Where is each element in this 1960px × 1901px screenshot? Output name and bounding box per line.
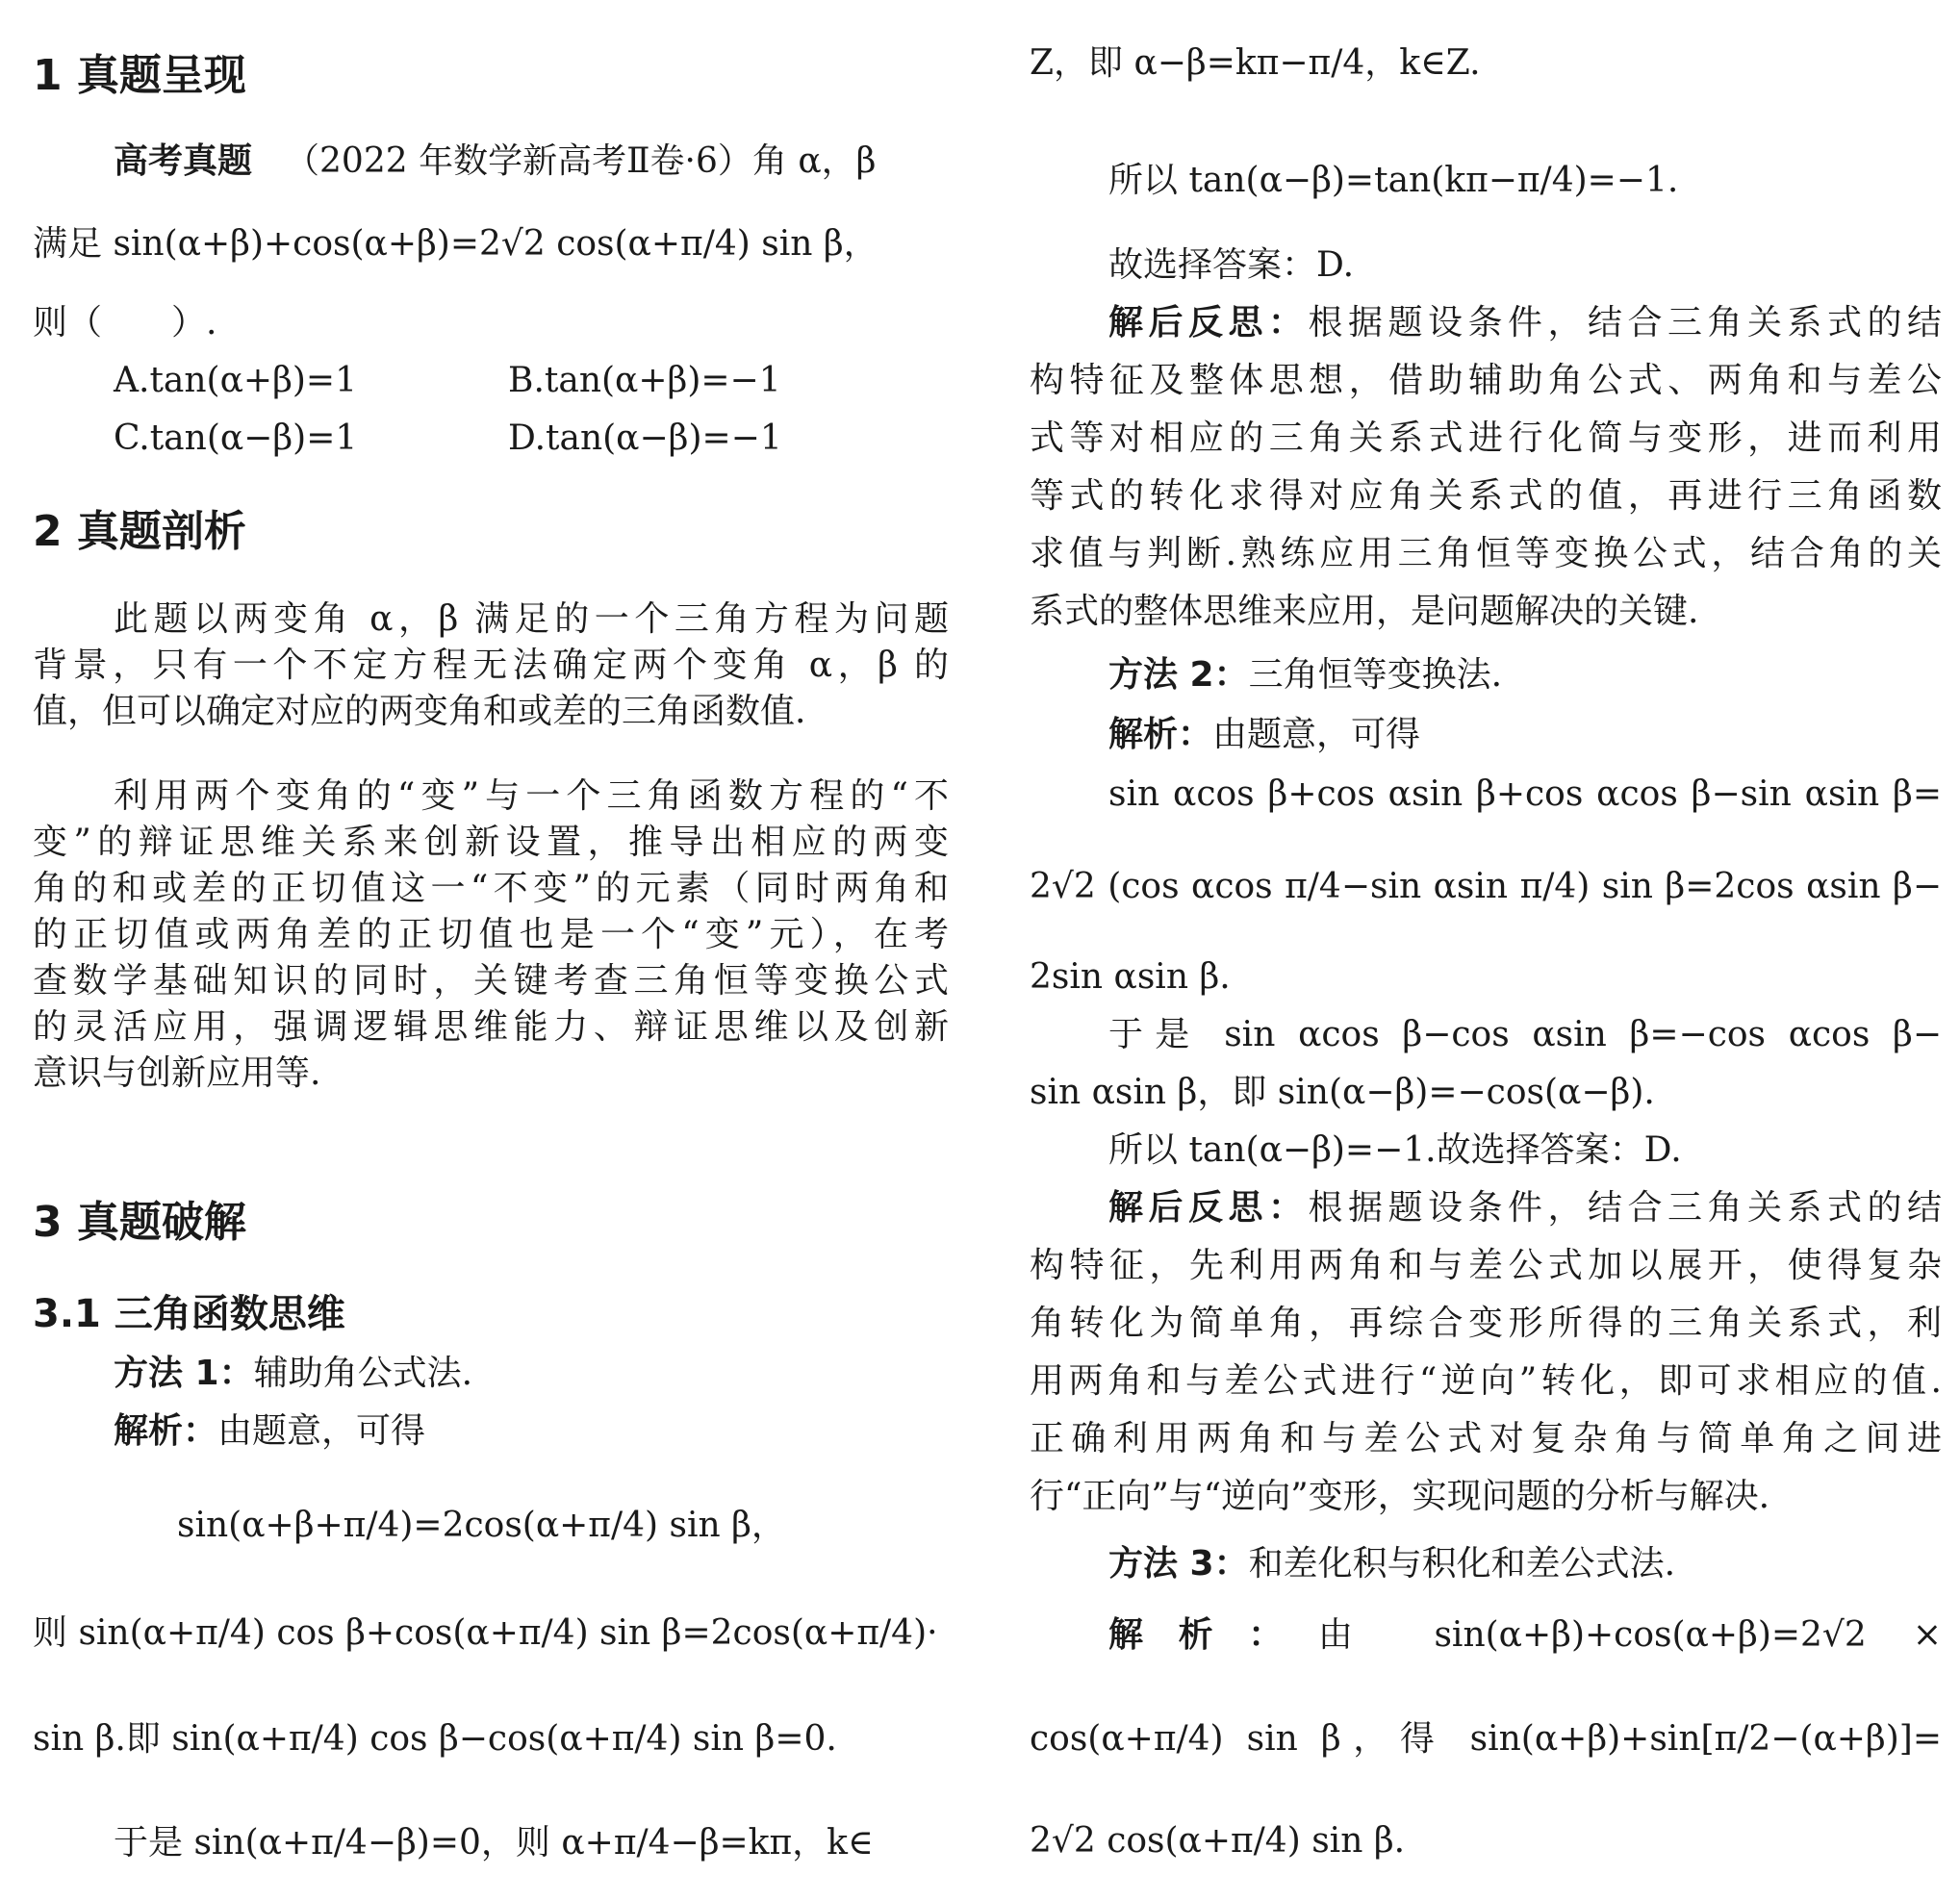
analysis2-text: 的正切值或两角差的正切值也是一个“变”元），在考 — [33, 915, 949, 954]
reflect2-line — [1108, 1179, 1942, 1237]
equation-1: sin(α+β+π/4)=2cos(α+π/4) sin β， — [177, 1506, 786, 1545]
m2-equation-4: 于是 sin αcos β−cos αsin β=−cos αcos β− — [1108, 1015, 1943, 1054]
solution-1-line — [114, 1403, 949, 1460]
analysis1-line — [33, 683, 949, 741]
continuation-line-1: Z，即 α−β=kπ−π/4，k∈Z. — [1030, 43, 1481, 83]
reflect1-line — [1108, 294, 1942, 352]
method-2-label: 方法 2： — [1108, 655, 1249, 695]
reflect2-text: 构特征，先利用两角和与差公式加以展开，使得复杂 — [1030, 1246, 1942, 1285]
reflect1-text: 求值与判断.熟练应用三角恒等变换公式，结合角的关 — [1030, 534, 1942, 573]
method-3-line — [1108, 1535, 1942, 1593]
solution-2-line — [1108, 706, 1942, 764]
reflect1-text: 式等对相应的三角关系式进行化简与变形，进而利用 — [1030, 418, 1942, 458]
solution-2-text: 由题意，可得 — [1212, 715, 1421, 754]
reflect2-line — [1030, 1468, 1942, 1526]
m2-equation-3: 2sin αsin β. — [1030, 957, 1231, 997]
reflect1-text: 系式的整体思维来应用，是问题解决的关键. — [1030, 592, 1699, 631]
subsection-heading-3-1: 3.1 三角函数思维 — [33, 1292, 345, 1336]
equation-3: sin β.即 sin(α+π/4) cos β−cos(α+π/4) sin β=0. — [33, 1719, 837, 1759]
m3-equation-2: cos(α+π/4) sin β，得 sin(α+β)+sin[π/2−(α+β)]= — [1030, 1719, 1942, 1759]
analysis2-line — [33, 1045, 949, 1103]
solution-1-text: 由题意，可得 — [217, 1411, 426, 1451]
analysis2-text: 查数学基础知识的同时，关键考查三角恒等变换公式 — [33, 961, 949, 1001]
solution-3-line — [1108, 1607, 1942, 1664]
method-1-label: 方法 1： — [114, 1354, 254, 1393]
m2-equation-5: sin αsin β，即 sin(α−β)=−cos(α−β). — [1030, 1073, 1655, 1112]
section-heading-3: 3 真题破解 — [33, 1198, 246, 1247]
option-d: D.tan(α−β)=−1 — [508, 418, 782, 458]
reflect2-text: 正确利用两角和与差公式对复杂角与简单角之间进 — [1030, 1419, 1942, 1458]
problem-source: （2022 年数学新高考Ⅱ卷·6）角 α，β — [285, 141, 877, 181]
problem-question: 则（ ）. — [33, 303, 217, 342]
analysis1-text: 此题以两变角 α，β 满足的一个三角方程为问题 — [114, 599, 949, 639]
method-3-text: 和差化积与积化和差公式法. — [1248, 1544, 1676, 1584]
option-b: B.tan(α+β)=−1 — [508, 361, 781, 400]
reflect1-line — [1030, 352, 1942, 410]
option-c: C.tan(α−β)=1 — [114, 418, 358, 458]
problem-equation: 满足 sin(α+β)+cos(α+β)=2√2 cos(α+π/4) sin β， — [33, 224, 878, 264]
continuation-line-3: 故选择答案：D. — [1108, 245, 1355, 285]
method-2-line — [1108, 646, 1942, 704]
reflect2-line — [1030, 1353, 1942, 1410]
reflect2-line — [1030, 1410, 1942, 1468]
reflect1-text: 构特征及整体思想，借助辅助角公式、两角和与差公 — [1030, 361, 1942, 400]
reflect1-text: 根据题设条件，结合三角关系式的结 — [1308, 303, 1942, 342]
analysis2-text: 的灵活应用，强调逻辑思维能力、辩证思维以及创新 — [33, 1007, 949, 1047]
reflect2-text: 角转化为简单角，再综合变形所得的三角关系式，利 — [1030, 1304, 1942, 1343]
reflect1-label: 解后反思： — [1108, 303, 1309, 342]
m2-equation-2: 2√2 (cos αcos π/4−sin αsin π/4) sin β=2cos αsin β− — [1030, 867, 1942, 906]
reflect1-text: 等式的转化求得对应角关系式的值，再进行三角函数 — [1030, 476, 1942, 516]
m2-equation-1: sin αcos β+cos αsin β+cos αcos β−sin αsin β= — [1108, 774, 1942, 814]
reflect2-text: 根据题设条件，结合三角关系式的结 — [1308, 1188, 1942, 1228]
analysis2-text: 变”的辩证思维关系来创新设置，推导出相应的两变 — [33, 823, 949, 862]
problem-intro — [114, 133, 949, 190]
m3-equation-3: 2√2 cos(α+π/4) sin β. — [1030, 1821, 1406, 1861]
continuation-line-2: 所以 tan(α−β)=tan(kπ−π/4)=−1. — [1108, 161, 1679, 200]
method-1-text: 辅助角公式法. — [253, 1354, 473, 1393]
method-2-text: 三角恒等变换法. — [1248, 655, 1503, 695]
reflect1-line — [1030, 525, 1942, 583]
reflect2-text: 行“正向”与“逆向”变形，实现问题的分析与解决. — [1030, 1477, 1770, 1516]
option-a: A.tan(α+β)=1 — [114, 361, 358, 400]
analysis1-text: 值，但可以确定对应的两变角和或差的三角函数值. — [33, 692, 806, 731]
solution-1-label: 解析： — [114, 1411, 218, 1451]
reflect2-label: 解后反思： — [1108, 1188, 1309, 1228]
section-heading-2: 2 真题剖析 — [33, 507, 246, 556]
m2-equation-6: 所以 tan(α−β)=−1.故选择答案：D. — [1108, 1130, 1682, 1170]
reflect1-line — [1030, 468, 1942, 525]
method-3-label: 方法 3： — [1108, 1544, 1249, 1584]
problem-label: 高考真题 — [114, 141, 253, 181]
equation-4: 于是 sin(α+π/4−β)=0，则 α+π/4−β=kπ，k∈ — [114, 1823, 874, 1863]
reflect2-line — [1030, 1237, 1942, 1295]
reflect2-text: 用两角和与差公式进行“逆向”转化，即可求相应的值. — [1030, 1361, 1942, 1401]
analysis2-text: 角的和或差的正切值这一“不变”的元素（同时两角和 — [33, 869, 949, 908]
reflect2-line — [1030, 1295, 1942, 1353]
solution-2-label: 解析： — [1108, 715, 1213, 754]
equation-2: 则 sin(α+π/4) cos β+cos(α+π/4) sin β=2cos(α+π/4)· — [33, 1613, 938, 1653]
solution-3-label: 解析： — [1108, 1615, 1318, 1655]
method-1-line — [114, 1345, 949, 1403]
section-heading-1: 1 真题呈现 — [33, 51, 246, 100]
analysis2-text: 意识与创新应用等. — [33, 1053, 321, 1093]
m3-equation-1: 由 sin(α+β)+cos(α+β)=2√2 × — [1317, 1615, 1942, 1655]
analysis2-text: 利用两个变角的“变”与一个三角函数方程的“不 — [114, 776, 949, 816]
analysis1-text: 背景，只有一个不定方程无法确定两个变角 α，β 的 — [33, 646, 949, 685]
reflect1-line — [1030, 410, 1942, 468]
reflect1-line — [1030, 583, 1942, 641]
